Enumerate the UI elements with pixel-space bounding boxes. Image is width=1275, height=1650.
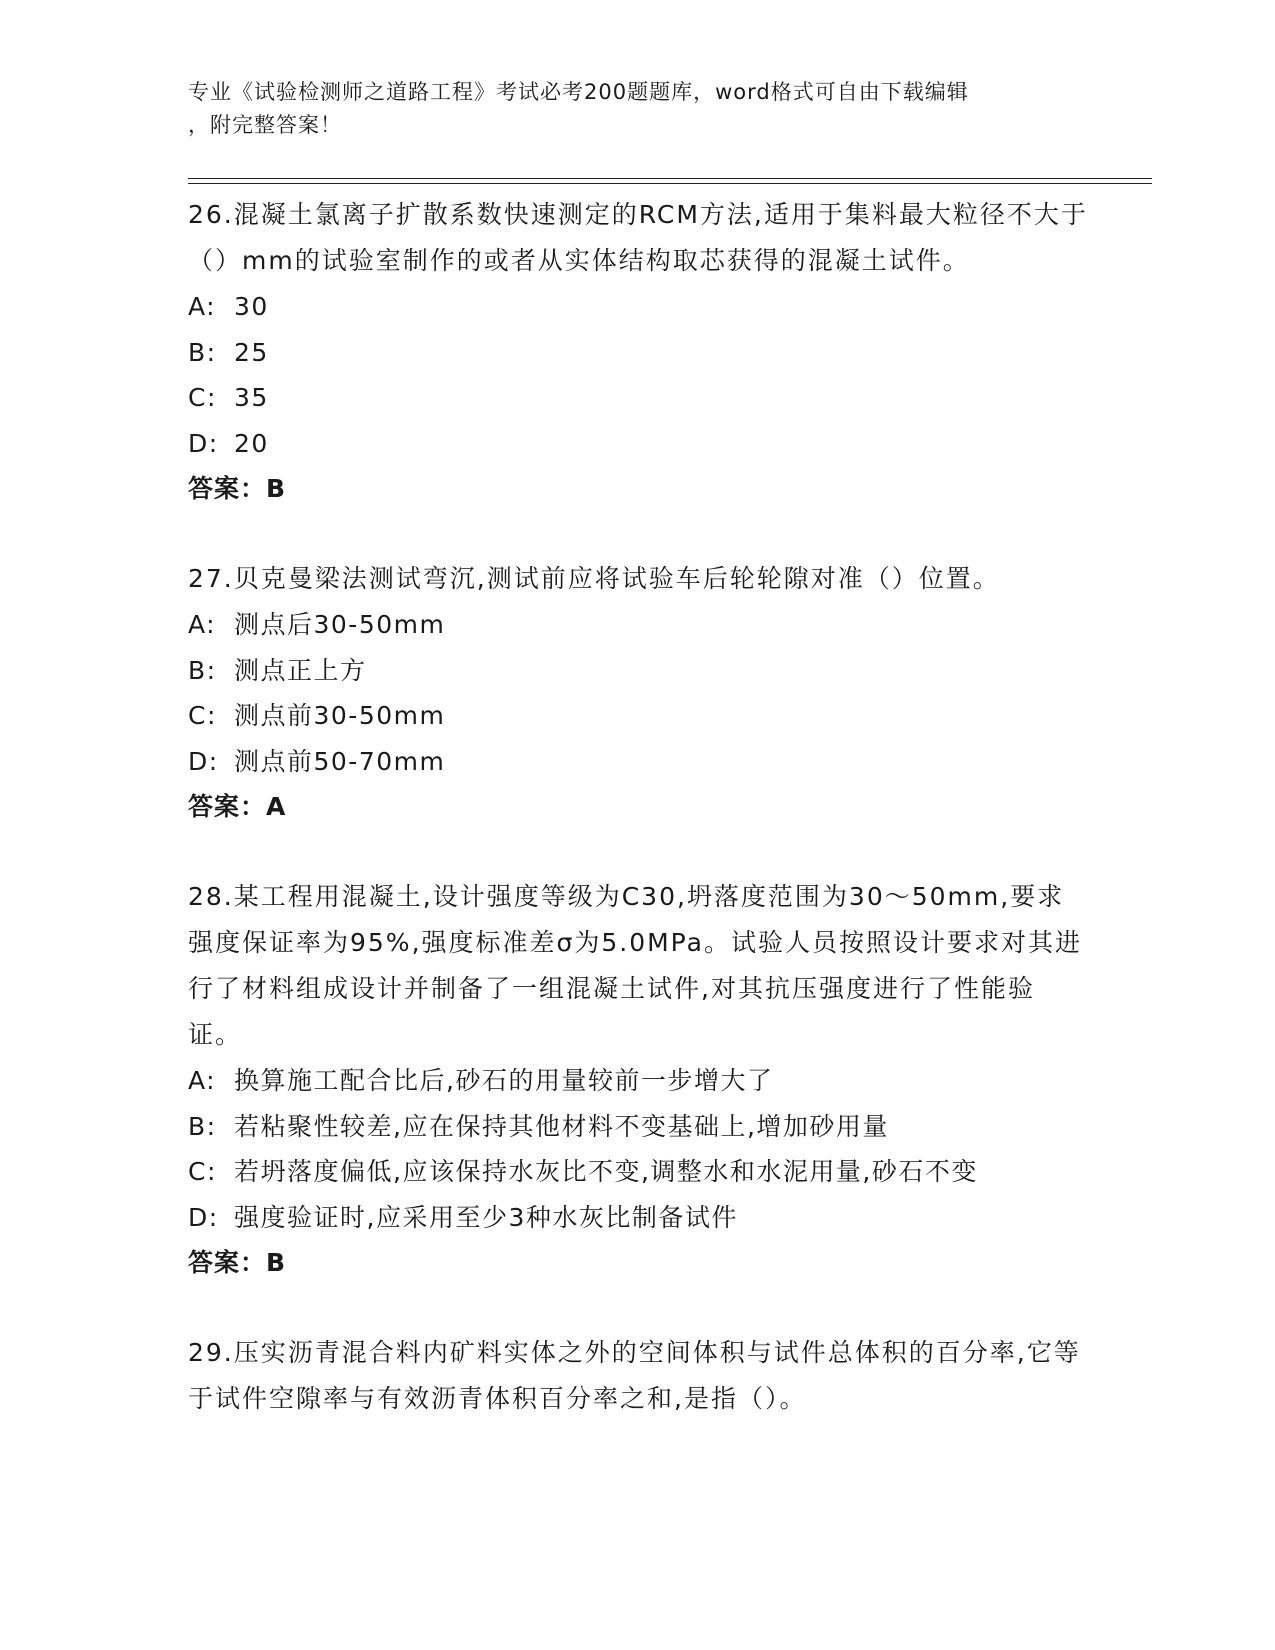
option-key: C:: [188, 1157, 217, 1186]
header-line-2: ，附完整答案！: [188, 113, 342, 137]
option-text: 25: [234, 337, 269, 367]
answer-label: 答案：B: [188, 474, 287, 503]
option-a: [188, 1058, 1088, 1104]
option-d: [188, 739, 1088, 785]
option-text: 若粘聚性较差,应在保持其他材料不变基础上,增加砂用量: [234, 1111, 889, 1141]
question-stem: 27.贝克曼梁法测试弯沉,测试前应将试验车后轮轮隙对准（）位置。: [188, 564, 1000, 593]
option-c: [188, 375, 1088, 421]
option-key: A:: [188, 292, 217, 321]
option-text: 测点后30-50mm: [234, 610, 446, 639]
option-key: C:: [188, 383, 217, 412]
option-key: A:: [188, 610, 217, 639]
option-b: [188, 1104, 1088, 1150]
option-key: D:: [188, 428, 219, 458]
option-key: B:: [188, 655, 217, 685]
answer-label: 答案：A: [188, 792, 287, 821]
option-key: B:: [188, 1111, 217, 1141]
option-text: 强度验证时,应采用至少3种水灰比制备试件: [234, 1202, 738, 1232]
option-d: [188, 421, 1088, 467]
question-stem: 29.压实沥青混合料内矿料实体之外的空间体积与试件总体积的百分率,它等于试件空隙率与有效沥青体积百分率之和,是指（）。: [188, 1338, 1081, 1413]
option-a: [188, 602, 1088, 648]
question-stem: 26.混凝土氯离子扩散系数快速测定的RCM方法,适用于集料最大粒径不大于（）mm的试验室制作的或者从实体结构取芯获得的混凝土试件。: [188, 200, 1088, 275]
option-b: [188, 648, 1088, 694]
question-list: [188, 192, 1088, 1466]
option-key: B:: [188, 337, 217, 367]
option-key: D:: [188, 746, 219, 776]
document-header: [188, 76, 1068, 142]
question-27: [188, 556, 1088, 830]
option-text: 30: [234, 292, 269, 321]
answer-label: 答案：B: [188, 1248, 287, 1277]
option-text: 测点前30-50mm: [234, 701, 446, 730]
option-text: 换算施工配合比后,砂石的用量较前一步增大了: [234, 1066, 774, 1095]
option-key: C:: [188, 701, 217, 730]
header-divider-bottom: [188, 183, 1152, 184]
option-c: [188, 693, 1088, 739]
question-28: [188, 874, 1088, 1286]
question-stem: 28.某工程用混凝土,设计强度等级为C30,坍落度范围为30～50mm,要求强度保证率为95%,强度标准差σ为5.0MPa。试验人员按照设计要求对其进行了材料组成设计并制备了一组混凝土试件,对其抗压强度进行了性能验证。: [188, 882, 1082, 1049]
option-text: 35: [234, 383, 269, 412]
option-c: [188, 1149, 1088, 1195]
question-26: [188, 192, 1088, 512]
option-d: [188, 1195, 1088, 1241]
option-text: 20: [234, 428, 269, 458]
header-line-1: 专业《试验检测师之道路工程》考试必考200题题库，word格式可自由下载编辑: [188, 80, 969, 104]
option-key: A:: [188, 1066, 217, 1095]
option-b: [188, 330, 1088, 376]
option-text: 测点正上方: [234, 655, 367, 685]
option-text: 若坍落度偏低,应该保持水灰比不变,调整水和水泥用量,砂石不变: [234, 1157, 978, 1186]
option-a: [188, 284, 1088, 330]
option-text: 测点前50-70mm: [234, 746, 446, 776]
option-key: D:: [188, 1202, 219, 1232]
header-divider-top: [188, 178, 1152, 179]
question-29: [188, 1330, 1088, 1422]
